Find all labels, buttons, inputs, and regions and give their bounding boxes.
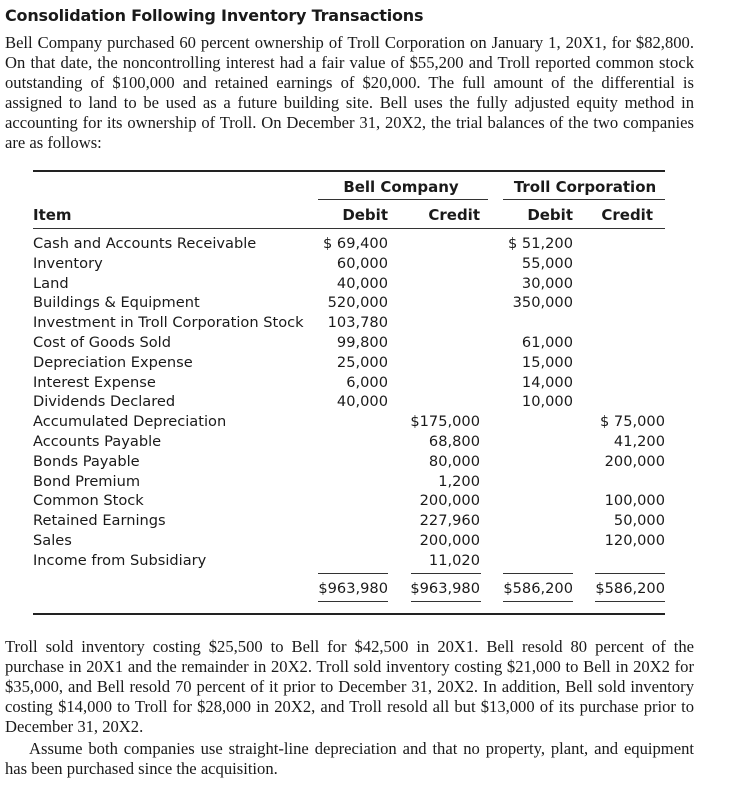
item-cell: Common Stock bbox=[33, 492, 144, 510]
bell-debit-cell: 40,000 bbox=[336, 393, 388, 411]
table-row bbox=[33, 333, 665, 353]
item-cell: Accumulated Depreciation bbox=[33, 413, 227, 431]
bell-debit-cell: 6,000 bbox=[346, 373, 388, 391]
item-cell: Sales bbox=[33, 531, 72, 549]
bell-header-rule bbox=[318, 199, 488, 200]
item-cell: Inventory bbox=[33, 254, 103, 272]
troll-credit-header: Credit bbox=[601, 206, 653, 224]
item-cell: Income from Subsidiary bbox=[33, 551, 207, 569]
intercompany-sales-paragraph: Troll sold inventory costing $25,500 to Bell for $42,500 in 20X1. Bell resold 80 percent of the purchase in 20X1 and the remainder in 20X2. Troll sold inventory costing $21,000 to Bell in 20X2 for $35,000, and Bell resold 70 percent of it prior to December 31, 20X2. In addition, Bell sold inventory costing $14,000 to Troll for $28,000 in 20X2, and Troll resold all but $13,000 of its purchase prior to December 31, 20X2. bbox=[5, 637, 694, 736]
troll-credit-sum-rule bbox=[595, 573, 665, 574]
troll-credit-cell: 41,200 bbox=[613, 432, 665, 450]
table-bottom-rule bbox=[33, 613, 665, 615]
table-top-rule bbox=[33, 170, 665, 172]
table-row bbox=[33, 392, 665, 412]
table-row bbox=[33, 373, 665, 393]
bell-company-header: Bell Company bbox=[343, 178, 459, 196]
bell-credit-cell: 68,800 bbox=[428, 432, 480, 450]
troll-credit-cell: 100,000 bbox=[604, 492, 665, 510]
table-row bbox=[33, 472, 665, 492]
table-row bbox=[33, 432, 665, 452]
header-bottom-rule bbox=[33, 228, 665, 229]
troll-credit-cell: $ 75,000 bbox=[600, 413, 665, 431]
table-row bbox=[33, 551, 665, 571]
troll-debit-cell: $ 51,200 bbox=[508, 235, 573, 252]
bell-debit-cell: 40,000 bbox=[336, 274, 388, 292]
table-row bbox=[33, 412, 665, 432]
troll-debit-cell: 10,000 bbox=[521, 393, 573, 411]
bell-debit-cell: 99,800 bbox=[336, 333, 388, 351]
table-row bbox=[33, 254, 665, 274]
table-row bbox=[33, 491, 665, 511]
troll-debit-total: $586,200 bbox=[503, 580, 573, 597]
table-row bbox=[33, 293, 665, 313]
troll-credit-cell: 200,000 bbox=[604, 452, 665, 470]
bell-credit-cell: 80,000 bbox=[428, 452, 480, 470]
table-row bbox=[33, 452, 665, 472]
troll-credit-total-underline bbox=[595, 601, 665, 602]
troll-debit-cell: 15,000 bbox=[521, 353, 573, 371]
problem-title: Consolidation Following Inventory Transactions bbox=[5, 6, 424, 25]
bell-credit-sum-rule bbox=[411, 573, 481, 574]
item-cell: Cost of Goods Sold bbox=[33, 333, 171, 351]
table-row bbox=[33, 511, 665, 531]
bell-credit-cell: 200,000 bbox=[419, 531, 480, 549]
troll-debit-cell: 14,000 bbox=[521, 373, 573, 391]
troll-debit-cell: 30,000 bbox=[521, 274, 573, 292]
item-cell: Buildings & Equipment bbox=[33, 294, 200, 312]
bell-credit-total-underline bbox=[411, 601, 481, 602]
table-row bbox=[33, 234, 665, 254]
trial-balance-table bbox=[33, 168, 665, 616]
troll-debit-cell: 55,000 bbox=[521, 254, 573, 272]
troll-header-rule bbox=[503, 199, 665, 200]
bell-debit-cell: 60,000 bbox=[336, 254, 388, 272]
item-cell: Bond Premium bbox=[33, 472, 141, 490]
bell-debit-cell: 25,000 bbox=[336, 353, 388, 371]
item-cell: Cash and Accounts Receivable bbox=[33, 235, 257, 252]
table-body bbox=[33, 234, 665, 571]
assumption-paragraph: Assume both companies use straight-line depreciation and that no property, plant, and equipment has been purchased since the acquisition. bbox=[5, 739, 694, 778]
intro-paragraph: Bell Company purchased 60 percent ownership of Troll Corporation on January 1, 20X1, for $82,800. On that date, the noncontrolling interest had a fair value of $55,200 and Troll reported common stock outstanding of $100,000 and retained earnings of $20,000. The full amount of the differential is assigned to land to be used as a future building site. Bell uses the fully adjusted equity method in accounting for its ownership of Troll. On December 31, 20X2, the trial balances of the two companies are as follows: bbox=[5, 33, 694, 152]
bell-credit-header: Credit bbox=[428, 206, 480, 224]
bell-debit-cell: 520,000 bbox=[327, 294, 388, 312]
bell-debit-header: Debit bbox=[342, 206, 388, 224]
item-cell: Land bbox=[33, 274, 69, 292]
item-column-header: Item bbox=[33, 206, 72, 224]
troll-credit-total: $586,200 bbox=[595, 580, 665, 597]
bell-credit-cell: 227,960 bbox=[419, 512, 480, 530]
troll-corporation-header: Troll Corporation bbox=[513, 178, 657, 196]
totals-row bbox=[33, 578, 665, 600]
troll-debit-cell: 350,000 bbox=[512, 294, 573, 312]
item-cell: Accounts Payable bbox=[33, 432, 162, 450]
troll-debit-cell: 61,000 bbox=[521, 333, 573, 351]
bell-debit-cell: $ 69,400 bbox=[323, 235, 388, 252]
table-row bbox=[33, 313, 665, 333]
bell-credit-cell: $175,000 bbox=[410, 413, 480, 431]
bell-credit-cell: 11,020 bbox=[428, 551, 480, 569]
bell-debit-cell: 103,780 bbox=[327, 314, 388, 332]
item-cell: Dividends Declared bbox=[33, 393, 176, 411]
troll-credit-cell: 120,000 bbox=[604, 531, 665, 549]
item-cell: Retained Earnings bbox=[33, 512, 166, 530]
table-row bbox=[33, 274, 665, 294]
troll-credit-cell: 50,000 bbox=[613, 512, 665, 530]
bell-credit-cell: 1,200 bbox=[438, 472, 480, 490]
troll-debit-sum-rule bbox=[503, 573, 573, 574]
bell-credit-total: $963,980 bbox=[410, 580, 480, 597]
bell-credit-cell: 200,000 bbox=[419, 492, 480, 510]
item-cell: Interest Expense bbox=[33, 373, 156, 391]
troll-debit-total-underline bbox=[503, 601, 573, 602]
item-cell: Bonds Payable bbox=[33, 452, 140, 470]
item-cell: Investment in Troll Corporation Stock bbox=[33, 314, 304, 332]
bell-debit-total: $963,980 bbox=[318, 580, 388, 597]
bell-debit-sum-rule bbox=[318, 573, 388, 574]
item-cell: Depreciation Expense bbox=[33, 353, 193, 371]
table-row bbox=[33, 353, 665, 373]
table-row bbox=[33, 531, 665, 551]
troll-debit-header: Debit bbox=[527, 206, 573, 224]
bell-debit-total-underline bbox=[318, 601, 388, 602]
